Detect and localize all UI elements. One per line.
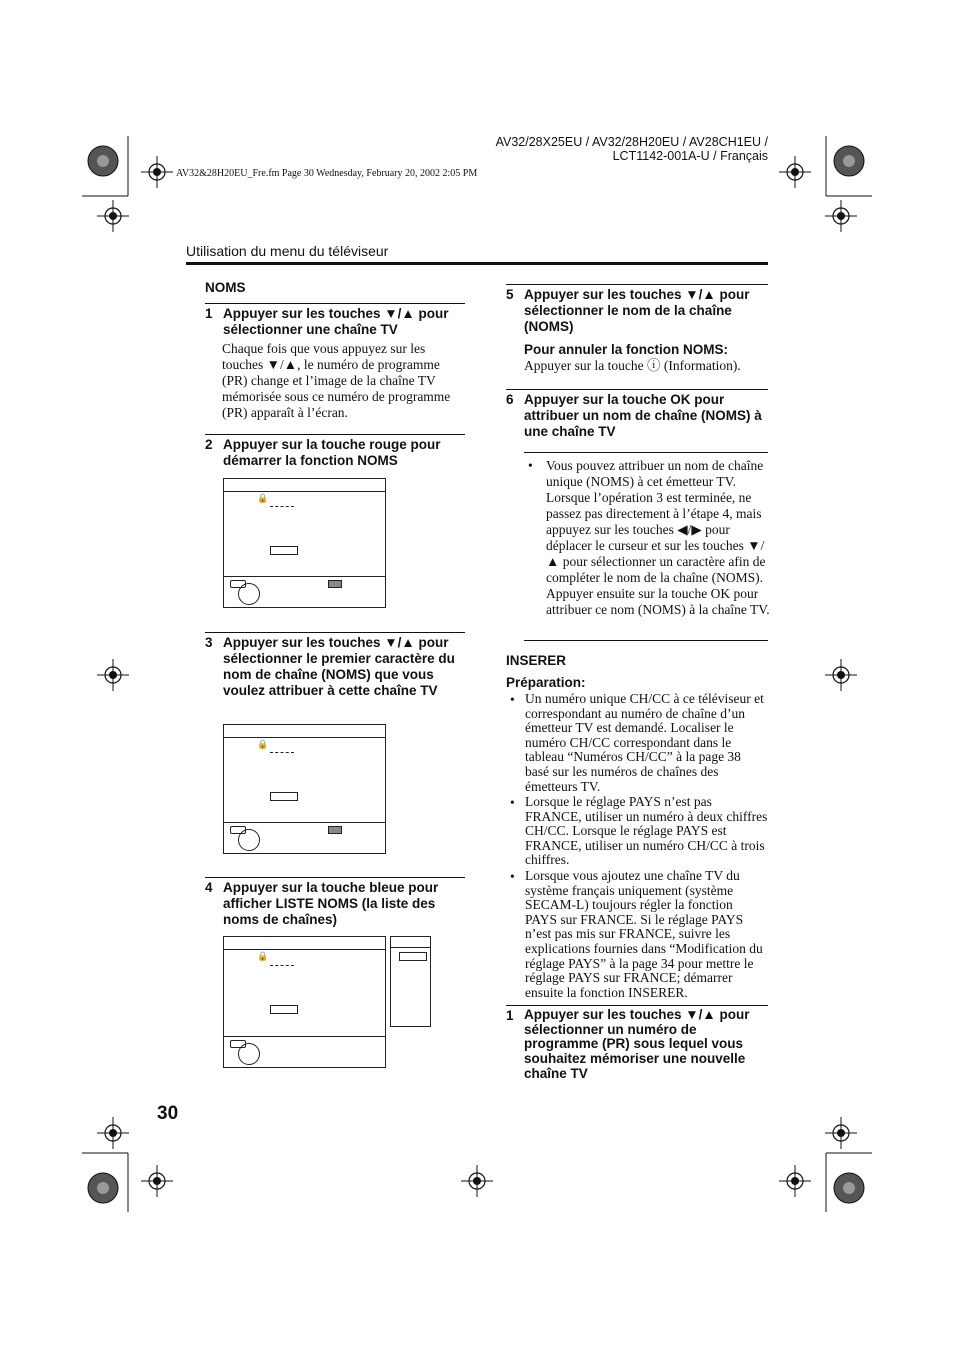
step-title: Appuyer sur les touches ▼/▲ pour sélectionner le premier caractère du nom de chaîne (NOMS) que vous voulez attribuer à cette chaîne TV bbox=[223, 635, 455, 698]
divider bbox=[205, 632, 465, 633]
header-rule bbox=[186, 262, 768, 265]
prep-label: Préparation: bbox=[506, 675, 586, 690]
tv-screen-illustration bbox=[223, 478, 386, 608]
dpad-icon bbox=[238, 829, 260, 851]
noms-heading: NOMS bbox=[205, 280, 246, 295]
step-title: Appuyer sur la touche rouge pour démarrer la fonction NOMS bbox=[223, 437, 441, 468]
step-5 bbox=[506, 287, 768, 337]
step-title: Appuyer sur la touche OK pour attribuer un nom de chaîne (NOMS) à une chaîne TV bbox=[524, 392, 762, 439]
divider bbox=[205, 303, 465, 304]
page-number: 30 bbox=[157, 1103, 179, 1124]
inserer-heading: INSERER bbox=[506, 653, 567, 668]
list-item: • Lorsque vous ajoutez une chaîne TV du système français uniquement (système SECAM-L) toujours régler la fonction PAYS sur FRANCE. Si le réglage PAYS n’est pas mis sur FRANCE, suivre les explications fournies dans “Modification du réglage PAYS” à la page 34 pour mettre le réglage PAYS sur FRANCE; démarrer ensuite la fonction INSERER. bbox=[510, 868, 763, 1000]
divider bbox=[506, 284, 768, 285]
step-number: 3 bbox=[205, 635, 213, 650]
dpad-icon bbox=[238, 1043, 260, 1065]
step-title: Appuyer sur les touches ▼/▲ pour sélectionner un numéro de programme (PR) sous lequel vous souhaitez mémoriser une nouvelle chaîne TV bbox=[524, 1007, 750, 1081]
divider bbox=[506, 1005, 768, 1006]
file-info: AV32&28H20EU_Fre.fm Page 30 Wednesday, February 20, 2002 2:05 PM bbox=[176, 168, 478, 179]
lock-icon: 🔒 bbox=[257, 739, 269, 749]
divider bbox=[506, 389, 768, 390]
tv-screen-illustration bbox=[223, 936, 386, 1068]
divider bbox=[524, 452, 768, 453]
step-4 bbox=[205, 880, 467, 930]
tv-screen-illustration bbox=[223, 724, 386, 854]
cancel-label: Pour annuler la fonction NOMS: bbox=[524, 342, 729, 357]
names-list-panel bbox=[390, 936, 431, 1027]
lock-icon: 🔒 bbox=[257, 951, 269, 961]
step-2 bbox=[205, 437, 467, 471]
step-number: 2 bbox=[205, 437, 213, 452]
step-6 bbox=[506, 392, 768, 442]
step-number: 1 bbox=[506, 1008, 514, 1023]
step-title: Appuyer sur la touche bleue pour afficher LISTE NOMS (la liste des noms de chaînes) bbox=[223, 880, 439, 927]
cancel-body: Appuyer sur la touche ⓘ (Information). bbox=[524, 358, 741, 373]
divider bbox=[524, 640, 768, 641]
step-number: 4 bbox=[205, 880, 213, 895]
step-number: 6 bbox=[506, 392, 514, 407]
list-item: • Lorsque le réglage PAYS n’est pas FRANCE, utiliser un numéro à deux chiffres CH/CC. Lorsque le réglage PAYS est FRANCE, utiliser un numéro CH/CC à trois chiffres. bbox=[510, 794, 768, 868]
step-1 bbox=[205, 306, 467, 340]
step-title: Appuyer sur les touches ▼/▲ pour sélectionner une chaîne TV bbox=[223, 306, 449, 337]
section-title: Utilisation du menu du téléviseur bbox=[186, 243, 389, 259]
step-1-inserer bbox=[506, 1008, 768, 1088]
divider bbox=[205, 434, 465, 435]
list-item: • Vous pouvez attribuer un nom de chaîne unique (NOMS) à cet émetteur TV. Lorsque l’opération 3 est terminée, ne passez pas directement à l’étape 4, mais appuyez sur les touches ◀/▶ pour déplacer le curseur et sur les touches ▼/▲ pour sélectionner un caractère afin de compléter le nom de la chaîne (NOMS). Appuyer ensuite sur la touche OK pour attribuer ce nom (NOMS) à la chaîne TV. bbox=[528, 458, 770, 617]
model-line: AV32/28X25EU / AV32/28H20EU / AV28CH1EU / LCT1142-001A-U / Français bbox=[495, 135, 768, 163]
step-number: 5 bbox=[506, 287, 514, 302]
divider bbox=[205, 877, 465, 878]
step-3 bbox=[205, 635, 467, 717]
step-1-body: Chaque fois que vous appuyez sur les touches ▼/▲, le numéro de programme (PR) change et l’image de la chaîne TV mémorisée sous ce numéro de programme (PR) apparaît à l’écran. bbox=[222, 341, 451, 420]
lock-icon: 🔒 bbox=[257, 493, 269, 503]
step-title: Appuyer sur les touches ▼/▲ pour sélectionner le nom de la chaîne (NOMS) bbox=[524, 287, 750, 334]
list-item: • Un numéro unique CH/CC à ce téléviseur et correspondant au numéro de chaîne d’un émetteur TV est demandé. Localiser le numéro CH/CC correspondant dans le tableau “Numéros CH/CC” à la page 38 basé sur les numéros de chaînes des émetteurs TV. bbox=[510, 691, 764, 794]
step-number: 1 bbox=[205, 306, 213, 321]
dpad-icon bbox=[238, 583, 260, 605]
